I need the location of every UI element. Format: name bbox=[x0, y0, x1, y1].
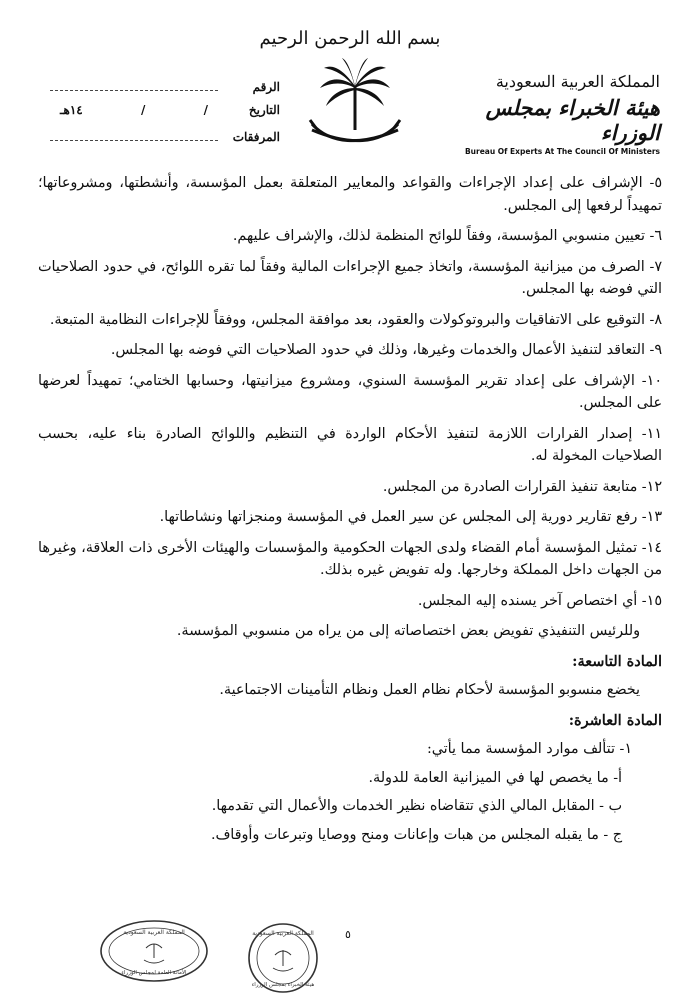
list-item bbox=[38, 506, 662, 529]
item-number: ١١- bbox=[641, 425, 662, 442]
item-text: المقابل المالي الذي تتقاضاه نظير الخدمات والأعمال التي تقدمها. bbox=[211, 798, 595, 814]
item-number: ٥- bbox=[649, 175, 663, 191]
list-item bbox=[38, 476, 662, 499]
item-number: ١٠- bbox=[641, 372, 662, 389]
org-country: المملكة العربية السعودية bbox=[495, 72, 660, 91]
list-item bbox=[38, 339, 662, 362]
date-label: التاريخ bbox=[248, 103, 280, 117]
secretariat-stamp-icon bbox=[98, 918, 210, 984]
reference-label: الرقم bbox=[252, 80, 280, 94]
delegation-paragraph: وللرئيس التنفيذي تفويض بعض اختصاصاته إلى من يراه من منسوبي المؤسسة. bbox=[176, 623, 640, 639]
item-number: ١٣- bbox=[641, 509, 662, 525]
list-item bbox=[38, 256, 662, 301]
list-item bbox=[38, 423, 662, 468]
organization-block bbox=[460, 72, 660, 156]
article-10-intro: ١- تتألف موارد المؤسسة مما يأتي: bbox=[426, 741, 632, 757]
stamp-right-top-text: المملكة العربية السعودية bbox=[252, 930, 314, 937]
document-body bbox=[38, 172, 662, 852]
org-name: هيئة الخبراء بمجلس الوزراء bbox=[485, 95, 660, 145]
item-text: متابعة تنفيذ القرارات الصادرة من المجلس. bbox=[382, 478, 638, 495]
list-item bbox=[38, 172, 662, 217]
date-row bbox=[40, 103, 280, 128]
item-number: ٧- bbox=[649, 258, 662, 275]
item-text: تعيين منسوبي المؤسسة، وفقاً للوائح المنظمة لذلك، والإشراف عليهم. bbox=[232, 228, 645, 244]
list-item bbox=[38, 225, 662, 248]
article-9-heading: المادة التاسعة: bbox=[572, 652, 662, 670]
document-meta bbox=[40, 78, 280, 153]
item-text: إصدار القرارات اللازمة لتنفيذ الأحكام الواردة في التنظيم واللوائح الصادرة بناء عليه، بحسب الصلاحيات المخولة له. bbox=[38, 425, 662, 464]
item-number: ١٤- bbox=[641, 539, 662, 556]
item-text: ما يقبله المجلس من هبات وإعانات ومنح ووصايا وتبرعات وأوقاف. bbox=[210, 826, 599, 843]
list-item bbox=[38, 767, 662, 790]
item-text: رفع تقارير دورية إلى المجلس عن سير العمل في المؤسسة ومنجزاتها ونشاطاتها. bbox=[159, 509, 638, 525]
item-number: ب - bbox=[599, 798, 622, 814]
stamp-right-bottom-text: هيئة الخبراء بمجلس الوزراء bbox=[251, 982, 315, 988]
org-english-name: Bureau Of Experts At The Council Of Ministers bbox=[464, 147, 660, 156]
attachments-label: المرفقات bbox=[232, 130, 280, 144]
saudi-emblem-icon bbox=[300, 58, 410, 158]
basmala: بسم الله الرحمن الرحيم bbox=[259, 28, 441, 49]
list-item bbox=[38, 370, 662, 415]
list-item bbox=[38, 795, 662, 818]
list-item bbox=[38, 537, 662, 582]
item-text: الصرف من ميزانية المؤسسة، واتخاذ جميع الإجراءات المالية وفقاً لما تقره اللوائح، في حدود الصلاحيات التي فوضه بها المجلس. bbox=[38, 258, 662, 297]
date-separator-2: / bbox=[140, 103, 146, 117]
stamp-left-bottom-text: الأمانة العامة لمجلس الوزراء bbox=[121, 970, 187, 976]
reference-row bbox=[40, 78, 280, 103]
article-10-heading: المادة العاشرة: bbox=[568, 711, 662, 729]
item-text: أي اختصاص آخر يسنده إليه المجلس. bbox=[417, 592, 638, 609]
attachments-line bbox=[50, 128, 218, 141]
article-9-text: يخضع منسوبو المؤسسة لأحكام نظام العمل ونظام التأمينات الاجتماعية. bbox=[219, 682, 640, 698]
item-text: الإشراف على إعداد الإجراءات والقواعد والمعايير المتعلقة بعمل المؤسسة، وأنشطتها، ومشروعاتها؛ تمهيداً لرفعها إلى المجلس. bbox=[38, 175, 662, 214]
item-number: ١٥- bbox=[641, 592, 662, 609]
item-number: أ- bbox=[613, 769, 622, 786]
reference-line bbox=[50, 78, 218, 91]
bureau-stamp-icon bbox=[230, 922, 336, 994]
item-text: التعاقد لتنفيذ الأعمال والخدمات وغيرها، وذلك في حدود الصلاحيات التي فوضه بها المجلس. bbox=[110, 342, 645, 358]
item-number: ٨- bbox=[649, 311, 662, 328]
list-item bbox=[38, 309, 662, 332]
item-number: ٦- bbox=[649, 228, 662, 244]
attachments-row bbox=[40, 128, 280, 153]
date-value bbox=[40, 103, 218, 117]
item-text: ما يخصص لها في الميزانية العامة للدولة. bbox=[368, 769, 609, 786]
item-text: التوقيع على الاتفاقيات والبروتوكولات والعقود، بعد موافقة المجلس، ووفقاً للإجراءات النظامية المتبعة. bbox=[49, 311, 645, 328]
item-number: ٩- bbox=[649, 342, 662, 358]
item-number: ج - bbox=[603, 826, 622, 843]
date-year-suffix: ١٤هـ bbox=[60, 103, 83, 117]
item-number: ١٢- bbox=[641, 478, 662, 495]
list-item bbox=[38, 824, 662, 847]
date-separator-1: / bbox=[203, 103, 208, 117]
stamp-left-top-text: المملكة العربية السعودية bbox=[123, 929, 185, 936]
list-item bbox=[38, 590, 662, 613]
item-text: تمثيل المؤسسة أمام القضاء ولدى الجهات الحكومية والمؤسسات والهيئات الأخرى ذات العلاقة، وغيرها من الجهات داخل المملكة وخارجها. وله تفويض غيره بذلك. bbox=[38, 539, 662, 578]
page-number: ٥ bbox=[345, 928, 351, 941]
item-text: الإشراف على إعداد تقرير المؤسسة السنوي، ومشروع ميزانيتها، وحسابها الختامي؛ تمهيداً لعرضها على المجلس. bbox=[38, 372, 662, 411]
